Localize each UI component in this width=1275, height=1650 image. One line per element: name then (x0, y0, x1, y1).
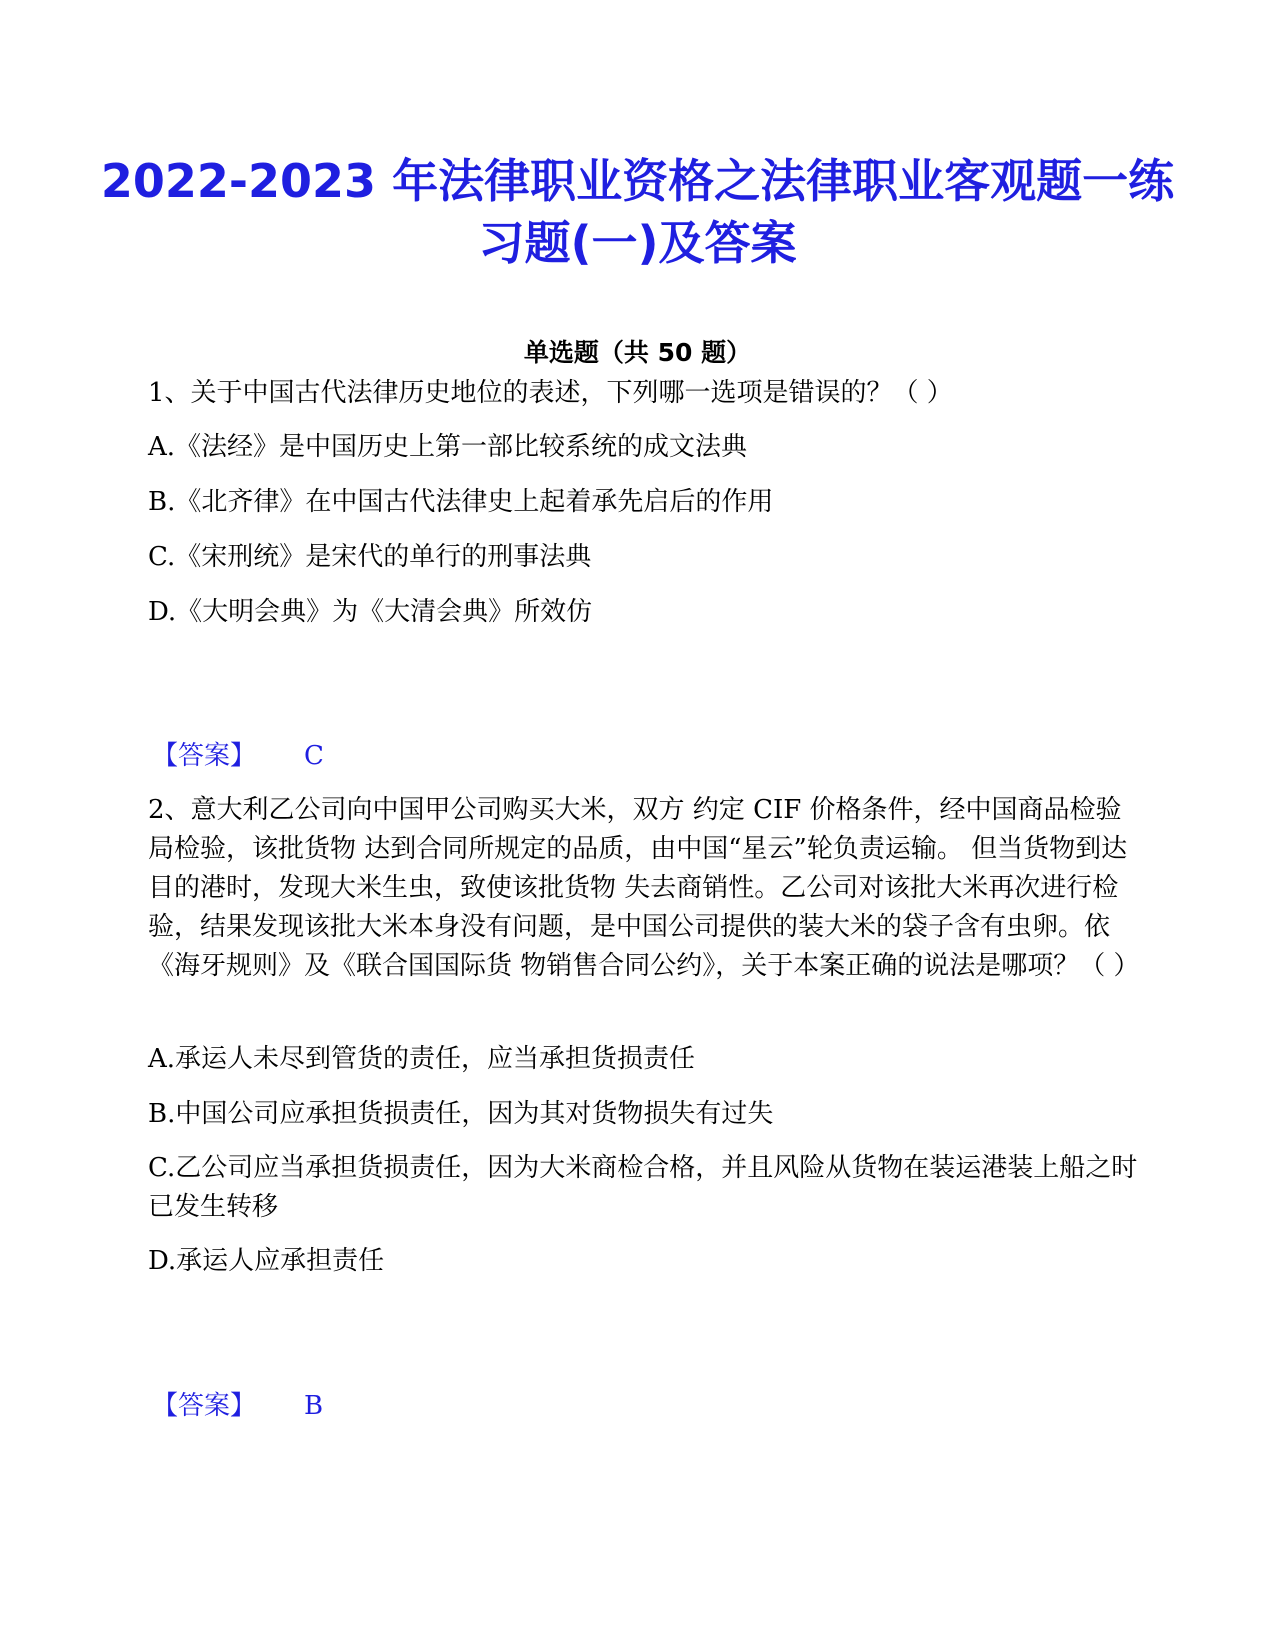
question-1-option-d: D.《大明会典》为《大清会典》所效仿 (148, 597, 593, 627)
question-1-option-a: A.《法经》是中国历史上第一部比较系统的成文法典 (148, 432, 748, 462)
question-2-answer (152, 1388, 323, 1424)
question-1-answer (152, 738, 324, 774)
section-heading: 单选题（共 50 题） (523, 338, 752, 367)
answer-label: 【答案】 (152, 1391, 257, 1421)
document-title: 2022-2023 年法律职业资格之法律职业客观题一练习题(一)及答案 (100, 154, 1175, 270)
question-2-option-c: C.乙公司应当承担货损责任，因为大米商检合格，并且风险从货物在装运港装上船之时已发生转移 (148, 1153, 1138, 1222)
question-2-option-d: D.承运人应承担责任 (148, 1246, 385, 1276)
question-1-option-c: C.《宋刑统》是宋代的单行的刑事法典 (148, 542, 592, 572)
answer-label: 【答案】 (152, 741, 257, 771)
answer-value: B (304, 1391, 324, 1421)
question-2-text: 2、意大利乙公司向中国甲公司购买大米，双方 约定 CIF 价格条件，经中国商品检验局检验，该批货物 达到合同所规定的品质，由中国“星云”轮负责运输。 但当货物到达目的港时，发现大米生虫，致使该批货物 失去商销性。乙公司对该批大米再次进行检验，结果发现该批大米本身没有问题，是中国公司提供的装大米的袋子含有虫卵。依《海牙规则》及《联合国国际货 物销售合同公约》，关于本案正确的说法是哪项？（ ） (148, 795, 1140, 981)
question-1-text: 1、关于中国古代法律历史地位的表述，下列哪一选项是错误的？（ ） (148, 378, 953, 408)
question-2-option-b: B.中国公司应承担货损责任，因为其对货物损失有过失 (148, 1099, 774, 1129)
question-1-option-b: B.《北齐律》在中国古代法律史上起着承先启后的作用 (148, 487, 774, 517)
question-2-option-a: A.承运人未尽到管货的责任，应当承担货损责任 (148, 1044, 696, 1074)
answer-value: C (304, 741, 324, 771)
